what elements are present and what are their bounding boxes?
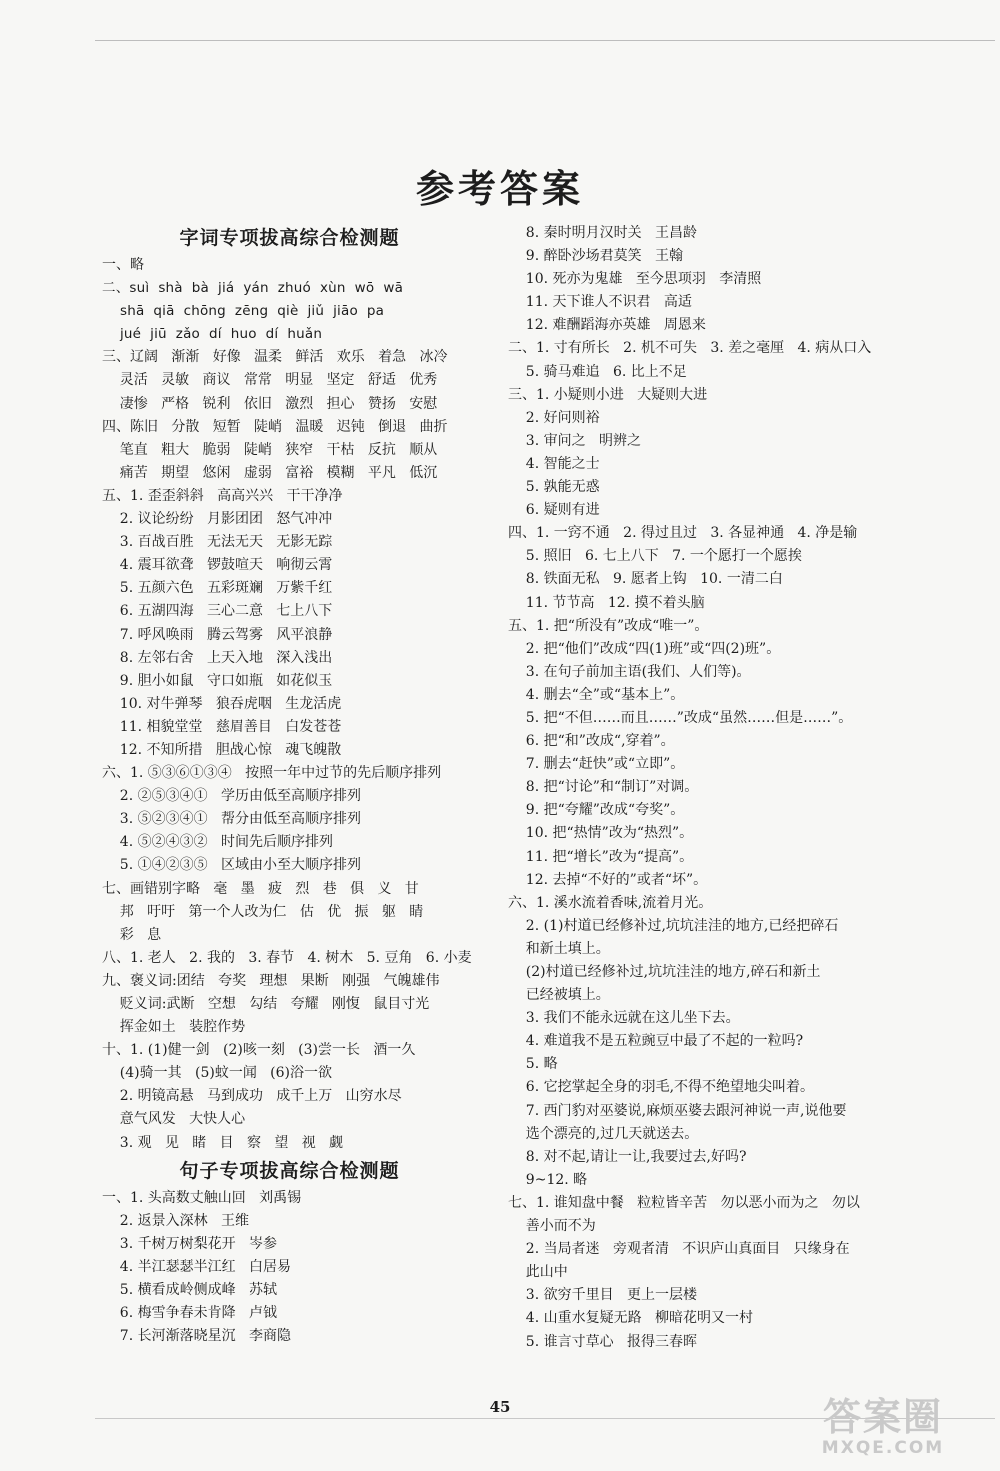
answer-line: 9. 胆小如鼠 守口如瓶 如花似玉	[102, 672, 333, 689]
answer-line: 十、1. (1)健一剑 (2)咳一刻 (3)尝一长 酒一久	[102, 1042, 416, 1059]
answer-line: 2. 议论纷纷 月影团团 怒气冲冲	[102, 511, 333, 528]
answer-line: 4. 山重水复疑无路 柳暗花明又一村	[508, 1310, 753, 1327]
answer-line: 此山中	[508, 1264, 568, 1281]
answer-line: 10. 死亦为鬼雄 至今思项羽 李清照	[508, 271, 762, 288]
answer-line: 2. 把“他们”改成“四(1)班”或“四(2)班”。	[508, 640, 781, 657]
answer-line: 9~12. 略	[508, 1171, 588, 1188]
answer-line: (2)村道已经修补过,坑坑洼洼的地方,碎石和新土	[508, 964, 821, 980]
answer-line: 3. 观 见 睹 目 察 望 视 觑	[102, 1134, 344, 1151]
answer-line: 2. 明镜高悬 马到成功 成千上万 山穷水尽	[102, 1088, 402, 1105]
answer-line: 4. 智能之士	[508, 455, 600, 472]
watermark-logo: 答案圈	[822, 1395, 943, 1439]
answer-line: 8. 对不起,请让一让,我要过去,好吗?	[508, 1148, 747, 1165]
answer-line: 12. 难酬蹈海亦英雄 周恩来	[508, 317, 706, 334]
answer-line: 6. 五湖四海 三心二意 七上八下	[102, 603, 333, 620]
answer-line: 5. 谁言寸草心 报得三春晖	[508, 1333, 697, 1350]
answer-line: 11. 把“增长”改为“提高”。	[508, 848, 694, 865]
answer-line: 灵活 灵敏 商议 常常 明显 坚定 舒适 优秀	[102, 372, 438, 389]
answer-line: 12. 去掉“不好的”或者“坏”。	[508, 871, 708, 888]
answer-line: 5. 骑马难追 6. 比上不足	[508, 363, 687, 380]
answer-line: 8. 铁面无私 9. 愿者上钩 10. 一清二白	[508, 571, 783, 588]
top-rule	[95, 40, 995, 41]
answer-line: 善小而不为	[508, 1218, 596, 1235]
answer-line: 六、1. 溪水流着香味,流着月光。	[508, 894, 713, 911]
answer-line: 六、1. ⑤③⑥①③④ 按照一年中过节的先后顺序排列	[102, 765, 442, 782]
watermark-url: MXQE.COM	[821, 1438, 945, 1458]
answer-line: 笔直 粗大 脆弱 陡峭 狭窄 干枯 反抗 顺从	[102, 441, 438, 458]
answer-line: 5. 横看成岭侧成峰 苏轼	[102, 1282, 277, 1299]
answer-line: 3. ⑤②③④① 帮分由低至高顺序排列	[102, 811, 361, 828]
answer-line: 四、陈旧 分散 短暂 陡峭 温暖 迟钝 倒退 曲折	[102, 418, 448, 435]
answer-line: 九、褒义词:团结 夸奖 理想 果断 刚强 气魄雄伟	[102, 972, 440, 989]
left-answers-sentences	[102, 1187, 477, 1349]
answer-line: 7. 删去“赶快”或“立即”。	[508, 756, 685, 773]
answer-line: 11. 天下谁人不识君 高适	[508, 294, 692, 311]
answer-line: (4)骑一其 (5)蚊一闻 (6)浴一欲	[102, 1065, 332, 1082]
answer-line: 2. 当局者迷 旁观者清 不识庐山真面目 只缘身在	[508, 1241, 850, 1258]
answer-line: 意气风发 大快人心	[102, 1111, 246, 1128]
answer-line: 5. 略	[508, 1056, 558, 1073]
section-title-sentences: 句子专项拔高综合检测题	[179, 1159, 400, 1182]
answer-line: 三、1. 小疑则小进 大疑则大进	[508, 386, 708, 403]
answer-line: 七、1. 谁知盘中餐 粒粒皆辛苦 勿以恶小而为之 勿以	[508, 1194, 860, 1211]
page-number: 45	[489, 1398, 511, 1416]
answer-line: 5. 孰能无惑	[508, 479, 600, 496]
answer-line: 6. 它挖掌起全身的羽毛,不得不绝望地尖叫着。	[508, 1079, 815, 1096]
answer-line: 2. (1)村道已经修补过,坑坑洼洼的地方,已经把碎石	[508, 917, 839, 934]
answer-line: 彩 息	[102, 926, 162, 943]
answer-line: 三、辽阔 渐渐 好像 温柔 鲜活 欢乐 着急 冰冷	[102, 349, 448, 366]
answer-line: 一、1. 头高数丈触山回 刘禹锡	[102, 1189, 302, 1206]
answer-line: 8. 左邻右舍 上天入地 深入浅出	[102, 649, 333, 666]
answer-line: 4. 震耳欲聋 锣鼓喧天 响彻云霄	[102, 557, 333, 574]
answer-line: 七、画错别字略 毫 墨 疲 烈 巷 俱 义 甘	[102, 880, 419, 897]
right-answers	[508, 222, 900, 1354]
answer-line: 邦 吁吁 第一个人改为仁 估 优 振 躯 睛	[102, 903, 424, 920]
answer-line: 6. 梅雪争春未肯降 卢钺	[102, 1305, 277, 1322]
answer-line: 已经被填上。	[508, 987, 610, 1004]
answer-line: 3. 审问之 明辨之	[508, 432, 641, 449]
answer-line: 痛苦 期望 悠闲 虚弱 富裕 模糊 平凡 低沉	[102, 464, 438, 481]
answer-line: 5. ①④②③⑤ 区域由小至大顺序排列	[102, 857, 361, 874]
answer-line: 2. 好问则裕	[508, 409, 600, 426]
watermark	[778, 1395, 988, 1457]
answer-line: 5. 把“不但……而且……”改成“虽然……但是……”。	[508, 709, 853, 726]
answer-line: 3. 千树万树梨花开 岑参	[102, 1235, 277, 1252]
answer-line: shā qiā chōng zēng qiè jiǔ jiāo pa	[102, 303, 385, 320]
answer-line: 3. 我们不能永远就在这儿坐下去。	[508, 1010, 740, 1027]
answer-line: 12. 不知所措 胆战心惊 魂飞魄散	[102, 741, 342, 758]
answer-line: 9. 醉卧沙场君莫笑 王翰	[508, 248, 683, 265]
answer-line: 二、suì shà bà jiá yán zhuó xùn wō wā	[102, 280, 404, 297]
right-column	[508, 222, 900, 1354]
answer-line: 2. 返景入深林 王维	[102, 1212, 249, 1229]
page-title: 参考答案	[415, 166, 584, 211]
answer-line: 8. 秦时明月汉时关 王昌龄	[508, 225, 697, 241]
answer-line: 8. 把“讨论”和“制订”对调。	[508, 779, 699, 796]
answer-line: 10. 把“热情”改为“热烈”。	[508, 825, 694, 842]
answer-line: 7. 呼风唤雨 腾云驾雾 风平浪静	[102, 626, 333, 643]
answer-line: 11. 节节高 12. 摸不着头脑	[508, 594, 705, 611]
answer-line: 4. 半江瑟瑟半江红 白居易	[102, 1258, 291, 1275]
answer-line: 选个漂亮的,过几天就送去。	[508, 1125, 699, 1142]
answer-line: 五、1. 歪歪斜斜 高高兴兴 干干净净	[102, 487, 343, 504]
answer-line: 9. 把“夸耀”改成“夸奖”。	[508, 802, 685, 819]
answer-line: 四、1. 一窍不通 2. 得过且过 3. 各显神通 4. 净是输	[508, 525, 858, 542]
answer-line: 4. 删去“全”或“基本上”。	[508, 686, 685, 703]
answer-line: 和新土填上。	[508, 940, 610, 957]
answer-line: 2. ②⑤③④① 学历由低至高顺序排列	[102, 788, 361, 805]
answer-line: 6. 把“和”改成“,穿着”。	[508, 733, 675, 750]
answer-line: 6. 疑则有进	[508, 502, 600, 519]
answer-line: 7. 西门豹对巫婆说,麻烦巫婆去跟河神说一声,说他要	[508, 1102, 847, 1119]
answer-line: 二、1. 寸有所长 2. 机不可失 3. 差之毫厘 4. 病从口入	[508, 340, 872, 357]
section-title-words: 字词专项拔高综合检测题	[179, 227, 400, 249]
answer-line: 挥金如土 装腔作势	[102, 1019, 246, 1036]
answer-line: 八、1. 老人 2. 我的 3. 春节 4. 树木 5. 豆角 6. 小麦	[102, 949, 472, 966]
answer-line: 4. 难道我不是五粒豌豆中最了不起的一粒吗?	[508, 1033, 804, 1050]
answer-line: 4. ⑤②④③② 时间先后顺序排列	[102, 834, 333, 851]
answer-line: 凄惨 严格 锐利 依旧 激烈 担心 赞扬 安慰	[102, 395, 438, 412]
left-column	[102, 222, 477, 1348]
left-answers-words	[102, 254, 477, 1155]
answer-line: 11. 相貌堂堂 慈眉善目 白发苍苍	[102, 718, 342, 735]
answer-line: 3. 百战百胜 无法无天 无影无踪	[102, 534, 333, 551]
answer-line: 3. 在句子前加主语(我们、人们等)。	[508, 663, 751, 680]
answer-line: jué jiū zǎo dí huo dí huǎn	[102, 326, 323, 343]
answer-line: 5. 照旧 6. 七上八下 7. 一个愿打一个愿挨	[508, 548, 802, 565]
answer-line: 贬义词:武断 空想 勾结 夸耀 刚愎 鼠目寸光	[102, 996, 430, 1012]
answer-line: 5. 五颜六色 五彩斑斓 万紫千红	[102, 580, 333, 597]
answer-line: 3. 欲穷千里目 更上一层楼	[508, 1287, 697, 1304]
answer-line: 7. 长河渐落晓星沉 李商隐	[102, 1328, 291, 1345]
answer-line: 一、略	[102, 257, 144, 273]
answer-line: 10. 对牛弹琴 狼吞虎咽 生龙活虎	[102, 695, 342, 712]
answer-line: 五、1. 把“所没有”改成“唯一”。	[508, 617, 709, 634]
